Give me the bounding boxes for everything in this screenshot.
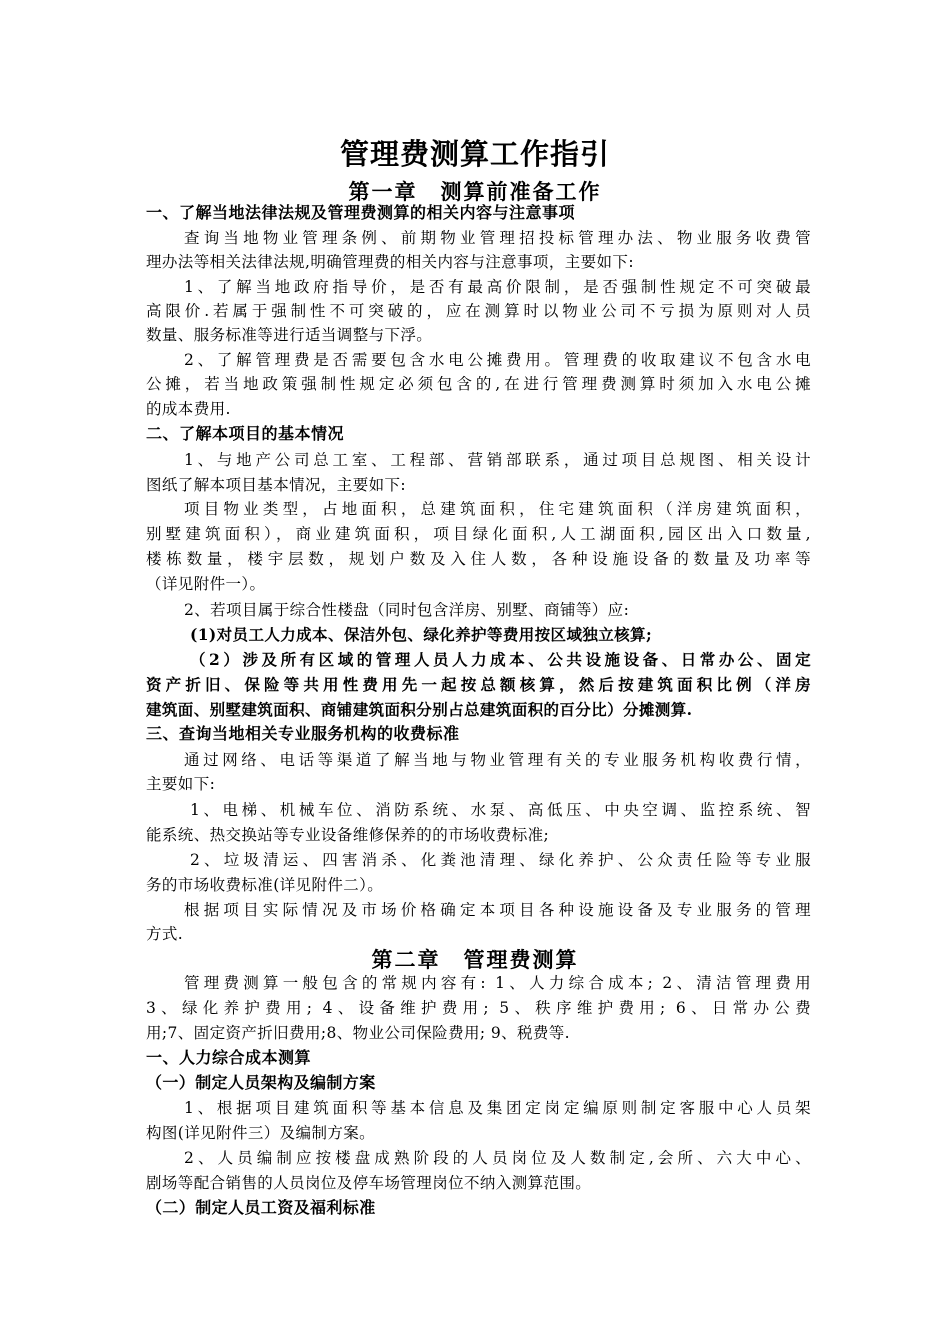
subsection-heading: （一）制定人员架构及编制方案 xyxy=(146,1073,376,1092)
paragraph-line: 方式. xyxy=(146,925,184,943)
paragraph-line: 通过网络、电话等渠道了解当地与物业管理有关的专业服务机构收费行情， xyxy=(184,751,811,769)
paragraph-line: 高限价.若属于强制性不可突破的，应在测算时以物业公司不亏损为原则对人员 xyxy=(146,302,811,320)
paragraph-line: 主要如下: xyxy=(146,775,216,793)
paragraph-line: 1、根据项目建筑面积等基本信息及集团定岗定编原则制定客服中心人员架 xyxy=(184,1099,811,1117)
paragraph-line: 用;7、固定资产折旧费用;8、物业公司保险费用; 9、税费等. xyxy=(146,1024,571,1042)
paragraph-line: 务的市场收费标准(详见附件二）。 xyxy=(146,876,384,894)
chapter-heading-1: 第一章 测算前准备工作 xyxy=(348,179,602,204)
paragraph-line: 理办法等相关法律法规,明确管理费的相关内容与注意事项，主要如下: xyxy=(146,253,634,271)
paragraph-line: 1、了解当地政府指导价，是否有最高价限制，是否强制性规定不可突破最 xyxy=(184,278,811,296)
paragraph-line: (1)对员工人力成本、保洁外包、绿化养护等费用按区域独立核算; xyxy=(190,625,653,644)
paragraph-line: 构图(详见附件三）及编制方案。 xyxy=(146,1124,376,1142)
paragraph-line: 3、绿化养护费用; 4、设备维护费用; 5、秩序维护费用; 6、日常办公费 xyxy=(146,999,811,1017)
paragraph-line: 项目物业类型，占地面积，总建筑面积，住宅建筑面积（洋房建筑面积， xyxy=(184,500,811,518)
paragraph-line: 楼栋数量，楼宇层数，规划户数及入住人数，各种设施设备的数量及功率等 xyxy=(146,550,811,568)
paragraph-line: 公摊，若当地政策强制性规定必须包含的,在进行管理费测算时须加入水电公摊 xyxy=(146,375,811,393)
paragraph-line: 查询当地物业管理条例、前期物业管理招投标管理办法、物业服务收费管 xyxy=(184,229,811,247)
paragraph-line: 管理费测算一般包含的常规内容有: 1、人力综合成本; 2、清洁管理费用 xyxy=(184,974,811,992)
section-heading: 一、人力综合成本测算 xyxy=(146,1048,312,1067)
chapter-heading-2: 第二章 管理费测算 xyxy=(371,947,579,972)
paragraph-line: 根据项目实际情况及市场价格确定本项目各种设施设备及专业服务的管理 xyxy=(184,901,811,919)
section-heading: 二、了解本项目的基本情况 xyxy=(146,424,345,443)
paragraph-line: 剧场等配合销售的人员岗位及停车场管理岗位不纳入测算范围。 xyxy=(146,1174,592,1192)
document-title: 管理费测算工作指引 xyxy=(339,137,610,171)
paragraph-line: （详见附件一）。 xyxy=(146,575,266,593)
paragraph-line: 能系统、热交换站等专业设备维修保养的的市场收费标准; xyxy=(146,826,550,844)
paragraph-line: 1、与地产公司总工室、工程部、营销部联系，通过项目总规图、相关设计 xyxy=(184,451,811,469)
paragraph-line: （2）涉及所有区域的管理人员人力成本、公共设施设备、日常办公、固定 xyxy=(190,650,811,669)
paragraph-line: 1、电梯、机械车位、消防系统、水泵、高低压、中央空调、监控系统、智 xyxy=(190,801,811,819)
paragraph-line: 2、人员编制应按楼盘成熟阶段的人员岗位及人数制定,会所、六大中心、 xyxy=(184,1149,811,1167)
paragraph-line: 2、了解管理费是否需要包含水电公摊费用。管理费的收取建议不包含水电 xyxy=(184,351,811,369)
paragraph-line: 资产折旧、保险等共用性费用先一起按总额核算，然后按建筑面积比例（洋房 xyxy=(146,675,811,694)
paragraph-line: 建筑面、别墅建筑面积、商铺建筑面积分别占总建筑面积的百分比）分摊测算. xyxy=(146,700,693,719)
section-heading: 三、查询当地相关专业服务机构的收费标准 xyxy=(146,724,460,743)
subsection-heading: （二）制定人员工资及福利标准 xyxy=(146,1198,376,1217)
paragraph-line: 别墅建筑面积），商业建筑面积，项目绿化面积,人工湖面积,园区出入口数量, xyxy=(146,525,811,543)
paragraph-line: 数量、服务标准等进行适当调整与下浮。 xyxy=(146,326,433,344)
paragraph-line: 2、垃圾清运、四害消杀、化粪池清理、绿化养护、公众责任险等专业服 xyxy=(190,851,811,869)
paragraph-line: 2、若项目属于综合性楼盘（同时包含洋房、别墅、商铺等）应: xyxy=(184,601,630,619)
section-heading: 一、了解当地法律法规及管理费测算的相关内容与注意事项 xyxy=(146,203,576,222)
paragraph-line: 图纸了解本项目基本情况，主要如下: xyxy=(146,476,407,494)
paragraph-line: 的成本费用. xyxy=(146,400,231,418)
